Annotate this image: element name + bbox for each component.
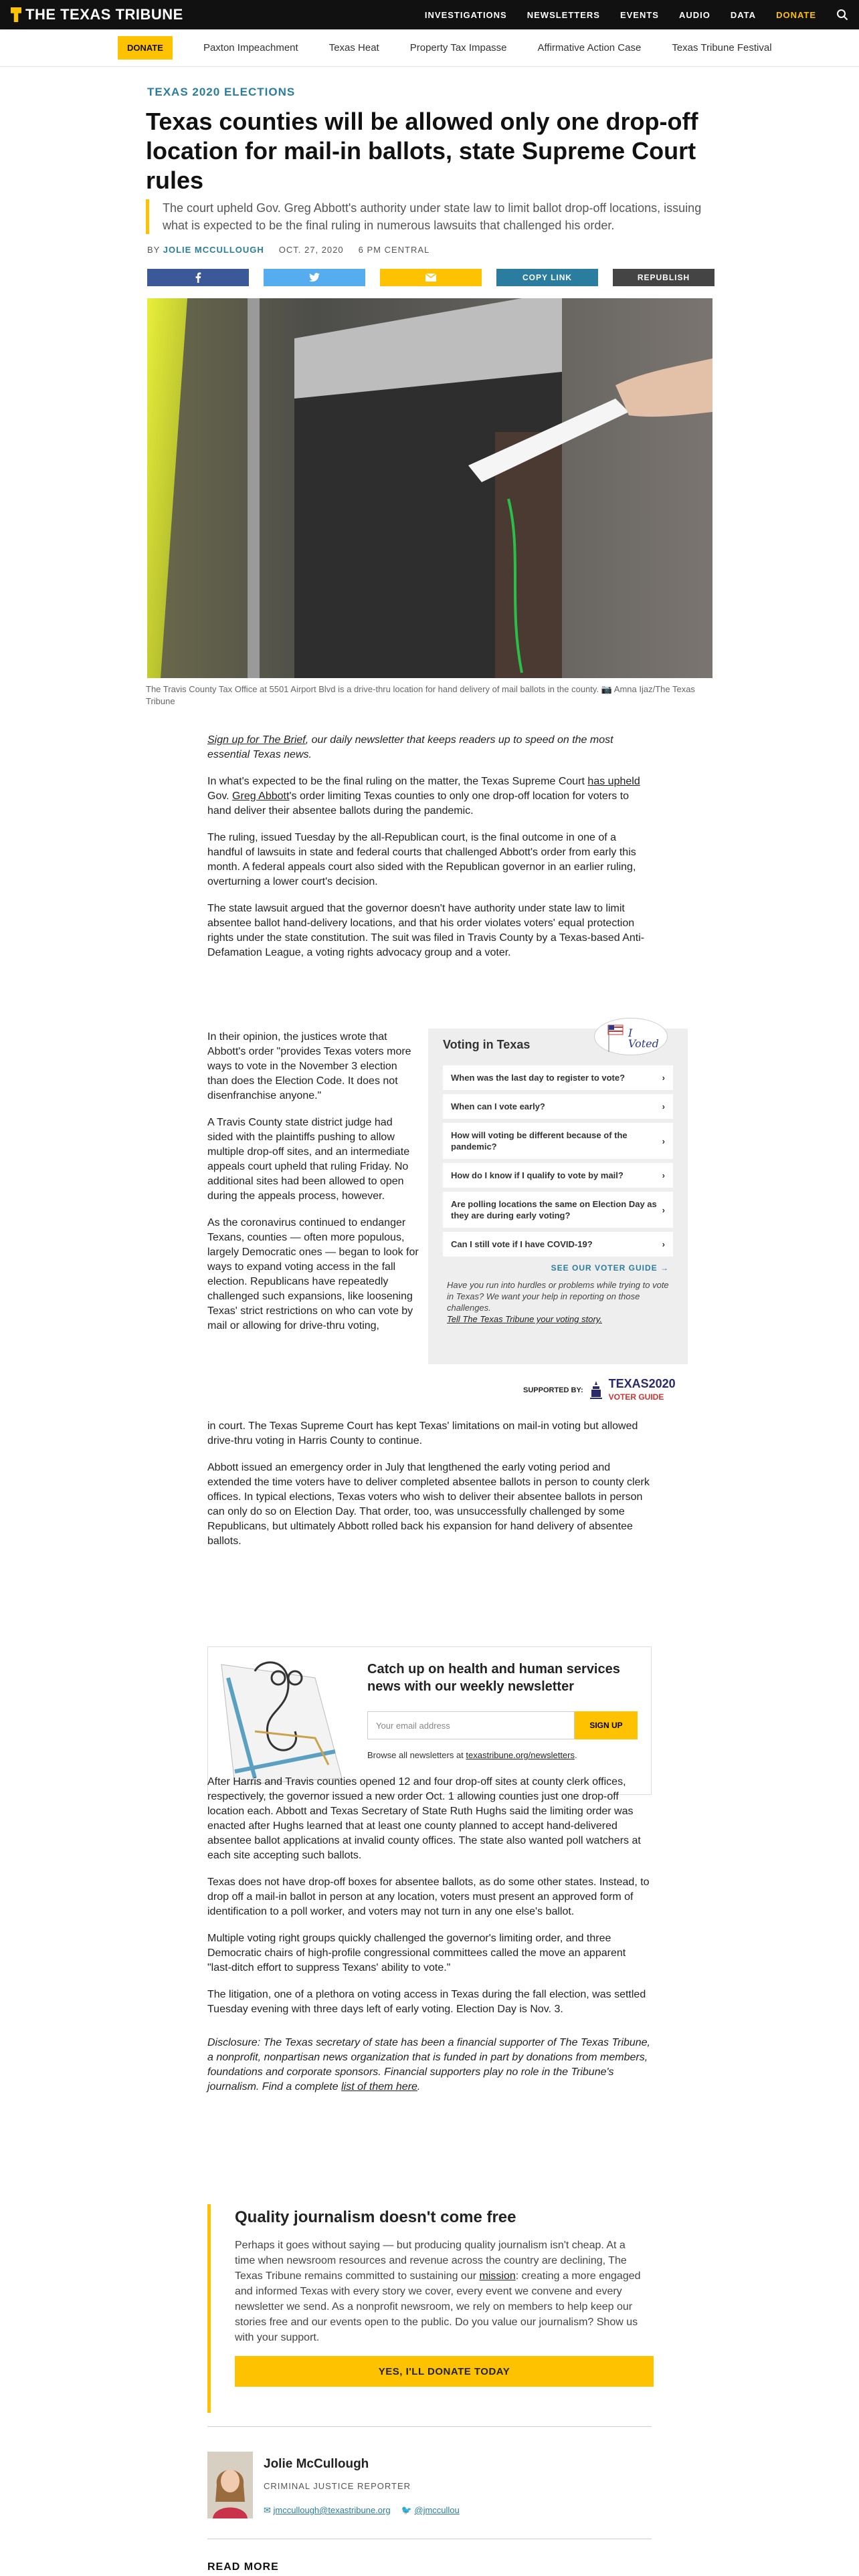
nav-newsletters[interactable]: NEWSLETTERS <box>527 9 600 20</box>
copy-link-button[interactable]: COPY LINK <box>496 269 598 286</box>
nav-investigations[interactable]: INVESTIGATIONS <box>424 9 507 20</box>
photo-caption <box>146 683 714 708</box>
hero-photo <box>147 298 712 678</box>
p1-text-a: In what's expected to be the final ruling on the matter, the Texas Supreme Court <box>207 776 588 787</box>
texas-t-icon <box>11 7 21 22</box>
donation-appeal-text <box>235 2238 647 2345</box>
paragraph-6: As the coronavirus continued to endanger Texans, counties — often more populous, largely Democratic ones — began to look for ways to expand voting access in the fall election. Republicans have repeatedly challenged such expansions, like loosening Texas' strict restrictions on who can vote by mail or allowing for drive-thru voting, <box>207 1217 419 1331</box>
nav-audio[interactable]: AUDIO <box>678 9 710 20</box>
author-email-text: jmccullough@texastribune.org <box>273 2505 391 2515</box>
photo-credit: Amna Ijaz/The Texas Tribune <box>146 684 695 706</box>
subnav-link-property-tax[interactable]: Property Tax Impasse <box>409 42 507 53</box>
mission-link[interactable]: mission <box>479 2270 516 2282</box>
email-icon: ✉ <box>264 2505 274 2515</box>
byline-author[interactable]: JOLIE MCCULLOUGH <box>163 245 264 255</box>
chevron-right-icon: › <box>662 1073 665 1083</box>
chevron-right-icon: › <box>662 1101 665 1111</box>
voting-question-text: How do I know if I qualify to vote by mail? <box>451 1170 624 1180</box>
author-name[interactable]: Jolie McCullough <box>264 2457 369 2471</box>
newsletter-browse: Browse all newsletters at texastribune.org/newsletters. <box>367 1750 577 1760</box>
voting-note-text: Have you run into hurdles or problems while trying to vote in Texas? We want your help in reporting on those challenges. <box>447 1280 669 1313</box>
chevron-right-icon: › <box>662 1239 665 1249</box>
top-nav <box>425 9 848 21</box>
voter-guide-link[interactable]: SEE OUR VOTER GUIDE → <box>551 1263 669 1273</box>
byline-date: OCT. 27, 2020 <box>278 245 344 255</box>
search-icon[interactable] <box>836 9 848 21</box>
byline <box>147 245 430 255</box>
voter-guide-logo[interactable] <box>609 1378 676 1403</box>
donation-text-a: Perhaps it goes without saying — but producing quality journalism isn't cheap. At a time when newsroom resources and revenue across the country are declining, The Texas Tribune remains committed to sustaining our <box>235 2240 627 2282</box>
divider <box>207 2426 652 2427</box>
voting-question[interactable] <box>443 1163 673 1188</box>
capitol-icon <box>589 1380 603 1402</box>
paragraph-5: A Travis County state district judge had sided with the plaintiffs pushing to allow multiple drop-off sites, and an intermediate appeals court upheld that ruling Friday. No additional sites had been allowed to open during the appeals process, however. <box>207 1117 410 1202</box>
paragraph-4: In their opinion, the justices wrote that Abbott's order "provides Texas voters more ways to vote in the November 3 election than does the Election Code. It does not disenfranchise anyone." <box>207 1031 411 1101</box>
voting-question[interactable] <box>443 1065 673 1090</box>
nav-events[interactable]: EVENTS <box>619 9 659 20</box>
byline-time: 6 PM CENTRAL <box>358 245 430 255</box>
donation-text-b: : creating a more engaged and informed Texas with every story we cover, every event we convene and every newsletter we send. As a nonprofit newsroom, we rely on members to help keep our stories free and our events open to the public. Do you value our journalism? Show us with your support. <box>235 2270 641 2343</box>
donate-button[interactable]: DONATE <box>118 36 173 60</box>
p1-text-b: Gov. <box>207 790 233 802</box>
paragraph-7: Abbott issued an emergency order in July that lengthened the early voting period and extended the time voters have to deliver completed absentee ballots in person to county clerk offices. In typical elections, Texas voters who wish to deliver their absentee ballots in person can only do so on Election Day. That order, too, was unsuccessfully challenged by some Republicans, but ultimately Abbott rolled back his expansion for hand delivery of absentee ballots. <box>207 1462 650 1547</box>
newsletter-illustration <box>215 1651 359 1792</box>
voting-question[interactable] <box>443 1094 673 1119</box>
author-contact <box>264 2505 460 2516</box>
voting-question-text: When can I vote early? <box>451 1101 545 1111</box>
voting-story-link[interactable]: Tell The Texas Tribune your voting story. <box>447 1314 602 1324</box>
email-icon <box>425 274 436 282</box>
paragraph-8: After Harris and Travis counties opened 12 and four drop-off sites at county clerk offices, respectively, the governor issued a new order Oct. 1 allowing counties just one drop-off location each. Abbott and Texas Secretary of State Ruth Hughs said the limiting order was enacted after Hughs learned that at least one county planned to accept hand-delivered absentee ballot applications at invalid county offices. The state also wanted poll watchers at each site accepting such ballots. <box>207 1776 641 1861</box>
article-body-top <box>207 733 652 972</box>
voting-question-text: How will voting be different because of the pandemic? <box>451 1130 628 1152</box>
paragraph-9: Texas does not have drop-off boxes for absentee ballots, as do some other states. Instead, to drop off a mail-in ballot in person at any location, voters must present an approved form of identification to a poll worker, and voters may not turn in any one else's ballot. <box>207 1876 650 1917</box>
supported-by-label: SUPPORTED BY: <box>523 1386 583 1394</box>
camera-icon: 📷 <box>601 684 612 694</box>
author-email[interactable] <box>264 2505 391 2516</box>
newsletter-title: Catch up on health and human services news with our weekly newsletter <box>367 1662 620 1694</box>
voting-note <box>447 1279 674 1325</box>
site-logo-text: THE TEXAS TRIBUNE <box>25 6 183 23</box>
article-headline: Texas counties will be allowed only one drop-off location for mail-in ballots, state Supreme Court rules <box>146 108 698 194</box>
article-body-bottom <box>207 1775 652 2107</box>
greg-abbott-link[interactable]: Greg Abbott <box>232 790 290 802</box>
subnav-link-affirmative-action[interactable]: Affirmative Action Case <box>537 42 642 53</box>
brief-promo <box>207 733 652 762</box>
paragraph-3: The state lawsuit argued that the governor doesn't have authority under state law to limit absentee ballot hand-delivery locations, and that his order violates voters' equal protection rights under the state constitution. The suit was filed in Travis County by a Texas-based Anti-Defamation League, a voting rights advocacy group and a voter. <box>207 903 645 958</box>
share-facebook-button[interactable] <box>147 269 249 286</box>
newsletters-link[interactable]: texastribune.org/newsletters <box>466 1750 575 1760</box>
p1-text-c: 's order limiting Texas counties to only one drop-off location for voters to hand deliver their absentee ballots during the pandemic. <box>207 790 630 817</box>
article-kicker[interactable]: TEXAS 2020 ELECTIONS <box>147 86 296 98</box>
paragraph-10: Multiple voting right groups quickly challenged the governor's limiting order, and three Democratic chairs of high-profile congressional committees called the move an apparent "last-ditch effort to suppress Texans' ability to vote." <box>207 1933 626 1973</box>
paragraph-11: The litigation, one of a plethora on voting access in Texas during the fall election, was settled Tuesday evening with three days left of early voting. Election Day is Nov. 3. <box>207 1989 646 2015</box>
supporters-list-link[interactable]: list of them here <box>341 2081 417 2092</box>
author-avatar[interactable] <box>207 2452 253 2518</box>
voting-question-text: Can I still vote if I have COVID-19? <box>451 1239 593 1249</box>
author-twitter-text: @jmccullou <box>414 2505 460 2515</box>
newsletter-browse-text: Browse all newsletters at <box>367 1750 466 1760</box>
voting-sidebar <box>428 1029 688 1364</box>
paragraph-2: The ruling, issued Tuesday by the all-Republican court, is the final outcome in one of a handful of lawsuits in state and federal courts that challenged Abbott's order from early this month. A federal appeals court also sided with the Republican governor in an earlier ruling, overturning a lower court's decision. <box>207 832 636 887</box>
voting-sidebar-title: Voting in Texas <box>443 1038 531 1051</box>
donation-appeal-title: Quality journalism doesn't come free <box>235 2208 516 2226</box>
chevron-right-icon: › <box>662 1204 665 1215</box>
paragraph-1 <box>207 774 652 819</box>
disclosure: Disclosure: The Texas secretary of state has been a financial supporter of The Texas Tribune, a nonprofit, nonpartisan news organization that is funded in part by donations from members, foundations and corporate sponsors. Financial supporters play no role in the Tribune's journalism. Find a complete list of them here. <box>207 2037 650 2092</box>
brief-promo-text: , our daily newsletter that keeps readers up to speed on the most essential Texas news. <box>207 734 613 760</box>
author-role: CRIMINAL JUSTICE REPORTER <box>264 2481 411 2491</box>
paragraph-6-end: in court. The Texas Supreme Court has kept Texas' limitations on mail-in voting but allowed drive-thru voting in Harris County to continue. <box>207 1420 638 1446</box>
read-more-heading: READ MORE <box>207 2561 279 2573</box>
share-twitter-button[interactable] <box>264 269 365 286</box>
voter-guide-logo-line1: TEXAS2020 <box>608 1377 676 1390</box>
voting-question[interactable] <box>443 1232 673 1257</box>
i-voted-text: I Voted <box>628 1027 659 1050</box>
newsletter-signup-button[interactable]: SIGN UP <box>575 1711 638 1739</box>
voting-question-text: Are polling locations the same on Election Day as they are during early voting? <box>451 1199 657 1220</box>
site-logo[interactable] <box>11 6 183 23</box>
article-body-middle <box>207 1419 652 1561</box>
donation-appeal <box>207 2204 652 2413</box>
voting-question[interactable] <box>443 1123 673 1159</box>
share-bar <box>147 269 714 286</box>
republish-button[interactable]: REPUBLISH <box>613 269 714 286</box>
voting-question-text: When was the last day to register to vote? <box>451 1073 626 1083</box>
nav-donate[interactable]: DONATE <box>776 9 816 20</box>
subnav-link-festival[interactable]: Texas Tribune Festival <box>672 42 772 53</box>
byline-prefix: BY <box>147 245 161 255</box>
secondary-nav <box>0 29 859 67</box>
share-email-button[interactable] <box>380 269 482 286</box>
facebook-icon <box>195 272 201 283</box>
chevron-right-icon: › <box>662 1136 665 1146</box>
author-twitter[interactable] <box>401 2505 460 2516</box>
brief-signup-link[interactable]: Sign up for The Brief <box>207 734 306 746</box>
top-bar <box>0 0 859 29</box>
twitter-icon: 🐦 <box>401 2505 415 2515</box>
subnav-link-paxton[interactable]: Paxton Impeachment <box>203 42 298 53</box>
nav-data[interactable]: DATA <box>730 9 757 20</box>
article-body-column <box>207 1030 420 1333</box>
disclosure-text: Disclosure: The Texas secretary of state has been a financial supporter of The Texas Tribune, a nonprofit, nonpartisan news organization that is funded in part by donations from members, foundations and corporate sponsors. Financial supporters play no role in the Tribune's journalism. Find a complete <box>207 2037 650 2092</box>
subnav-link-texas-heat[interactable]: Texas Heat <box>328 42 379 53</box>
twitter-icon <box>309 273 320 282</box>
chevron-right-icon: › <box>662 1170 665 1180</box>
i-voted-sticker-icon <box>594 1018 668 1055</box>
voter-guide-logo-line2: VOTER GUIDE <box>608 1392 664 1402</box>
newsletter-signup-box <box>207 1646 652 1795</box>
article-dek: The court upheld Gov. Greg Abbott's authority under state law to limit ballot drop-off locations, issuing what is expected to be the final ruling in numerous lawsuits that challenged his order. <box>146 199 708 234</box>
caption-text: The Travis County Tax Office at 5501 Airport Blvd is a drive-thru location for hand delivery of mail ballots in the county. <box>146 684 599 694</box>
voting-question[interactable] <box>443 1192 673 1228</box>
newsletter-email-input[interactable]: Your email address <box>367 1711 575 1739</box>
has-upheld-link[interactable]: has upheld <box>587 776 640 787</box>
author-card <box>207 2452 652 2518</box>
donate-today-button[interactable]: YES, I'LL DONATE TODAY <box>235 2356 654 2387</box>
sponsor-block <box>523 1378 676 1403</box>
